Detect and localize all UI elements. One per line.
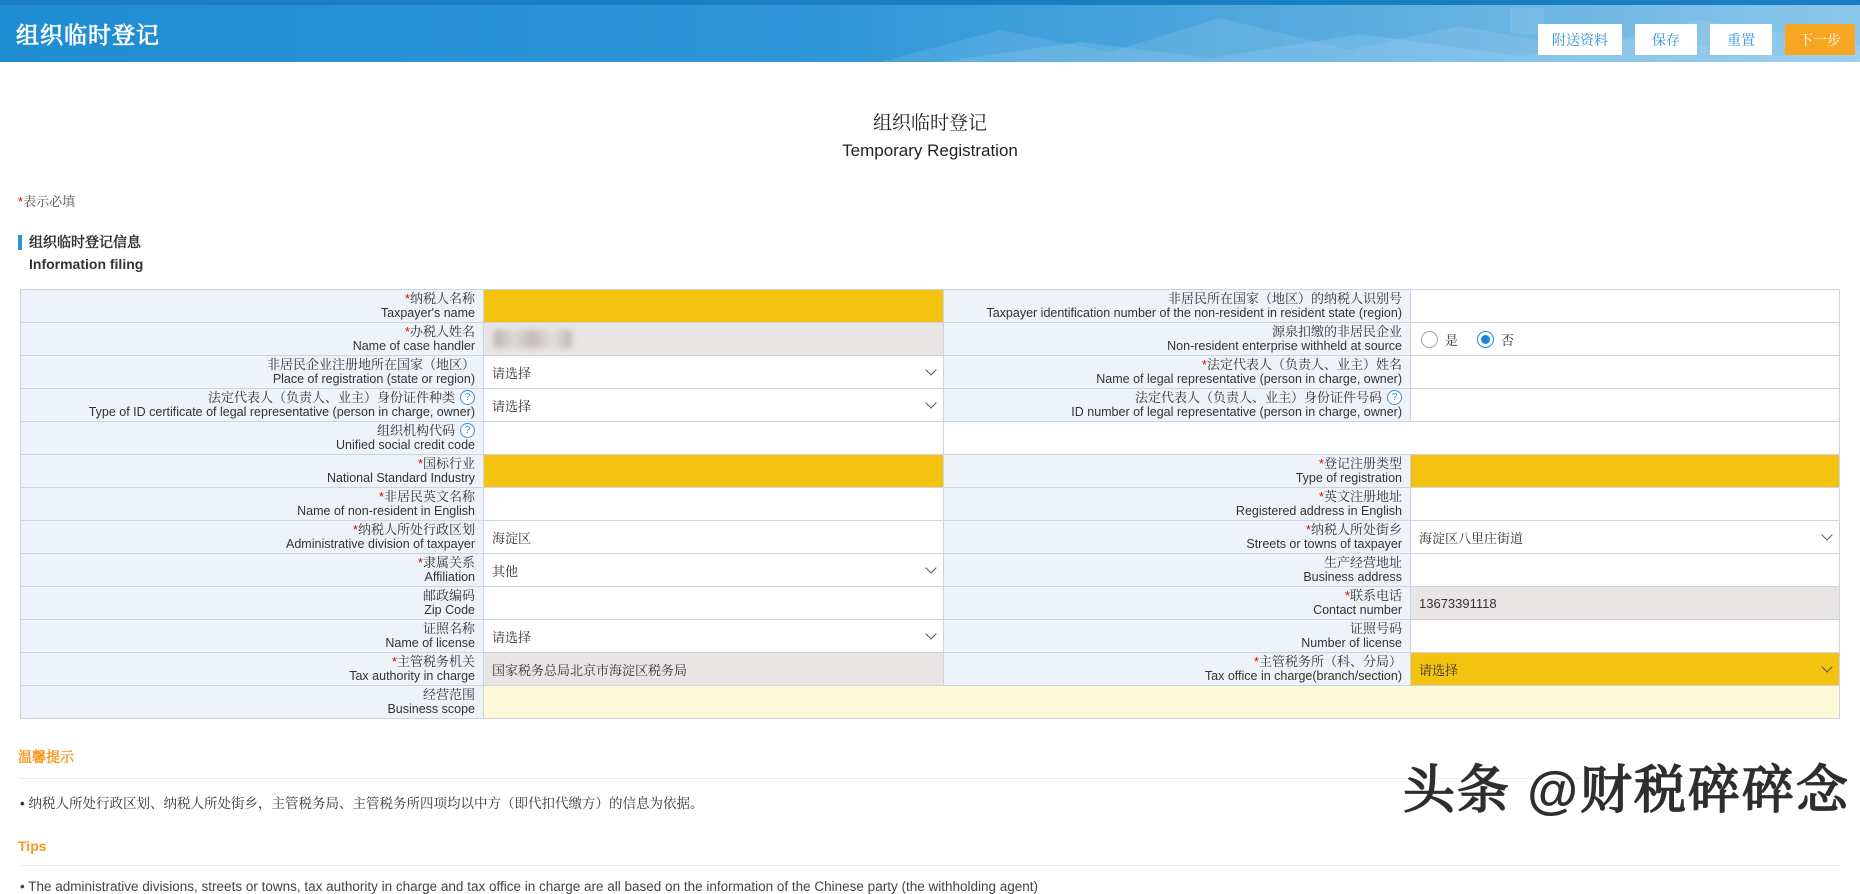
- help-icon[interactable]: ?: [460, 423, 475, 438]
- warm-tips-text: • 纳税人所处行政区划、纳税人所处街乡，主管税务局、主管税务所四项均以中方（即代扣代缴方）的信息为依据。: [20, 796, 704, 811]
- table-row: [21, 521, 1839, 554]
- reset-button[interactable]: 重置: [1710, 24, 1772, 55]
- required-star: *: [18, 194, 24, 209]
- chevron-down-icon: [925, 628, 936, 639]
- help-icon[interactable]: ?: [1387, 390, 1402, 405]
- id-number-input[interactable]: [1411, 389, 1839, 421]
- registration-form-table: [20, 289, 1840, 719]
- registration-type-label: * 登记注册类型 Type of registration: [944, 455, 1411, 487]
- attach-documents-button[interactable]: 附送资料: [1538, 24, 1622, 55]
- radio-no-label[interactable]: 否: [1501, 332, 1515, 348]
- contact-number-label: * 联系电话 Contact number: [944, 587, 1411, 619]
- nonresident-tin-label: 非居民所在国家（地区）的纳税人识别号 Taxpayer identification number of the non-resident in resident state (region): [944, 290, 1411, 322]
- english-address-input[interactable]: [1411, 488, 1839, 520]
- place-of-registration-label: 非居民企业注册地所在国家（地区） Place of registration (state or region): [21, 356, 484, 388]
- chevron-down-icon: [1821, 661, 1832, 672]
- table-row: [21, 455, 1839, 488]
- save-button[interactable]: 保存: [1635, 24, 1697, 55]
- next-step-button[interactable]: 下一步: [1785, 24, 1855, 55]
- license-name-select[interactable]: 请选择: [484, 620, 943, 652]
- table-row: [21, 356, 1839, 389]
- redacted-name: [494, 330, 572, 348]
- id-number-label: 法定代表人（负责人、业主）身份证件号码 ? ID number of legal representative (person in charge, owner): [944, 389, 1411, 421]
- license-number-input[interactable]: [1411, 620, 1839, 652]
- header-buttons: [1538, 24, 1855, 55]
- section-accent-bar: [18, 235, 22, 250]
- org-code-label: 组织机构代码 ? Unified social credit code: [21, 422, 484, 454]
- license-name-label: 证照名称 Name of license: [21, 620, 484, 652]
- admin-division-label: * 纳税人所处行政区划 Administrative division of taxpayer: [21, 521, 484, 553]
- chevron-down-icon: [925, 364, 936, 375]
- zip-code-input[interactable]: [484, 587, 943, 619]
- tips-text: • The administrative divisions, streets or towns, tax authority in charge and tax office in charge are all based on the information of the Chinese party (the withholding agent): [20, 879, 1039, 894]
- table-row: [21, 422, 1839, 455]
- english-name-input[interactable]: [484, 488, 943, 520]
- table-row: [21, 653, 1839, 686]
- tax-authority-label: * 主管税务机关 Tax authority in charge: [21, 653, 484, 685]
- english-name-label: * 非居民英文名称 Name of non-resident in English: [21, 488, 484, 520]
- english-address-label: * 英文注册地址 Registered address in English: [944, 488, 1411, 520]
- withheld-at-source-label: 源泉扣缴的非居民企业 Non-resident enterprise withheld at source: [944, 323, 1411, 355]
- business-address-label: 生产经营地址 Business address: [944, 554, 1411, 586]
- section-title-en: Information filing: [29, 256, 144, 272]
- org-code-input[interactable]: [484, 422, 943, 454]
- withheld-at-source-radio-group: [1411, 323, 1526, 355]
- taxpayer-name-label: * 纳税人名称 Taxpayer's name: [21, 290, 484, 322]
- table-row: [21, 290, 1839, 323]
- nonresident-tin-input[interactable]: [1411, 290, 1839, 322]
- contact-number-input[interactable]: 13673391118: [1411, 587, 1839, 619]
- table-row: [21, 488, 1839, 521]
- radio-dot: [1481, 335, 1490, 344]
- chevron-down-icon: [925, 397, 936, 408]
- streets-towns-select[interactable]: 海淀区八里庄街道: [1411, 521, 1839, 553]
- table-row: [21, 620, 1839, 653]
- streets-towns-label: * 纳税人所处街乡 Streets or towns of taxpayer: [944, 521, 1411, 553]
- case-handler-input[interactable]: [484, 323, 943, 355]
- page-title: 组织临时登记: [16, 22, 160, 48]
- place-of-registration-select[interactable]: 请选择: [484, 356, 943, 388]
- national-industry-label: * 国标行业 National Standard Industry: [21, 455, 484, 487]
- radio-no[interactable]: [1477, 331, 1494, 348]
- zip-code-label: 邮政编码 Zip Code: [21, 587, 484, 619]
- tips-heading: Tips: [18, 838, 1840, 866]
- header-bar: [0, 0, 1860, 62]
- legal-rep-name-label: * 法定代表人（负责人、业主）姓名 Name of legal representative (person in charge, owner): [944, 356, 1411, 388]
- toutiao-watermark: 头条 @财税碎碎念: [1402, 762, 1850, 820]
- form-title-en: Temporary Registration: [842, 141, 1018, 160]
- affiliation-select[interactable]: 其他: [484, 554, 943, 586]
- section-title-cn: 组织临时登记信息: [29, 234, 141, 250]
- table-row: [21, 587, 1839, 620]
- national-industry-input[interactable]: [484, 455, 943, 487]
- business-scope-textarea[interactable]: [484, 686, 1839, 718]
- tax-office-label: * 主管税务所（科、分局） Tax office in charge(branch/section): [944, 653, 1411, 685]
- table-row: [21, 389, 1839, 422]
- help-icon[interactable]: ?: [460, 390, 475, 405]
- radio-yes-label[interactable]: 是: [1445, 332, 1459, 348]
- radio-yes[interactable]: [1421, 331, 1438, 348]
- registration-type-input[interactable]: [1411, 455, 1839, 487]
- table-row: [21, 554, 1839, 587]
- case-handler-label: * 办税人姓名 Name of case handler: [21, 323, 484, 355]
- admin-division-input[interactable]: 海淀区: [492, 530, 532, 546]
- table-row: [21, 323, 1839, 356]
- tax-authority-input[interactable]: 国家税务总局北京市海淀区税务局: [484, 653, 943, 685]
- id-type-select[interactable]: 请选择: [484, 389, 943, 421]
- affiliation-label: * 隶属关系 Affiliation: [21, 554, 484, 586]
- form-title-cn: 组织临时登记: [872, 113, 987, 134]
- chevron-down-icon: [925, 562, 936, 573]
- license-number-label: 证照号码 Number of license: [944, 620, 1411, 652]
- taxpayer-name-input[interactable]: [484, 290, 943, 322]
- tax-office-select[interactable]: 请选择: [1411, 653, 1839, 685]
- id-type-label: 法定代表人（负责人、业主）身份证件种类 ? Type of ID certificate of legal representative (person in charge, owner): [21, 389, 484, 421]
- legal-rep-name-input[interactable]: [1411, 356, 1839, 388]
- table-row: [21, 686, 1839, 719]
- empty-cell: [944, 422, 1839, 454]
- business-scope-label: 经营范围 Business scope: [21, 686, 484, 718]
- chevron-down-icon: [1821, 529, 1832, 540]
- warm-tips-heading: 温馨提示: [18, 747, 1840, 779]
- section-header: [18, 232, 1860, 272]
- required-note: *表示必填: [18, 194, 76, 209]
- business-address-input[interactable]: [1411, 554, 1839, 586]
